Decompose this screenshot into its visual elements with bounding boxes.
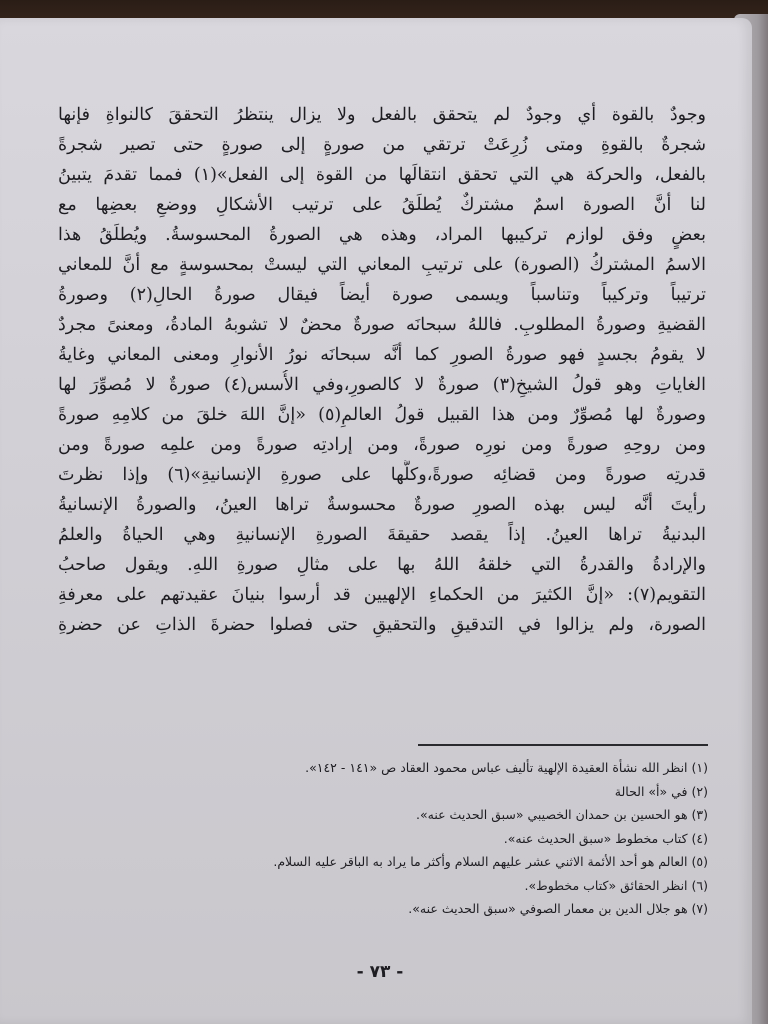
- body-line: ترتيباً وتركيباً وتناسباً ويسمى صورة أيضاً فيقال صورةُ الحالِ(٢) وصورةُ: [58, 285, 706, 305]
- body-line: ومن روحِهِ صورةً ومن نورِه صورةً، ومن إرادتِه صورةً ومن علمِه صورةً ومن: [58, 435, 706, 455]
- footnote-separator: [418, 744, 708, 746]
- page-number: - ٧٣ -: [356, 962, 404, 982]
- footnote: (٢) في «أ» الحالة: [614, 783, 708, 799]
- body-line: التقويم(٧): «إنَّ الكثيرَ من الحكماءِ الإلهيين قد أرسوا بنيانَ عقيدتهم على معرفةِ: [58, 585, 706, 605]
- footnote: (٥) العالم هو أحد الأئمة الاثني عشر عليهم السلام وأكثر ما يراد به الباقر عليه السلام.: [273, 854, 708, 869]
- body-text: [58, 100, 706, 640]
- footnotes: [150, 756, 708, 921]
- footnote: (١) انظر الله نشأة العقيدة الإلهية تأليف عباس محمود العقاد ص «١٤١ - ١٤٢».: [305, 760, 708, 775]
- body-line: الصورة، ولم يزالوا في التدقيقِ والتحقيقِ حتى فصلوا حضرةَ الذاتِ عن حضرةِ: [58, 615, 706, 635]
- body-line: الغاياتِ وهو قولُ الشيخِ(٣) صورةٌ لا كالصورِ،وفي الأُسس(٤) صورةٌ لا مُصوِّرَ لها: [58, 375, 706, 395]
- body-line: بعضٍ وفق لوازم تركيبها المراد، وهذه هي الصورةُ المحسوسةُ. ويُطلَقُ هذا: [58, 225, 706, 245]
- body-line: القضيةِ وصورةُ المطلوبِ. فاللهُ سبحانَه صورةٌ محضٌ لا تشوبهُ المادةُ، ومعنىً مجردٌ: [58, 315, 706, 335]
- body-line: الاسمُ المشتركُ (الصورة) على ترتيبِ المعاني التي ليستْ بمحسوسةٍ مع أنَّ للمعاني: [58, 255, 706, 275]
- footnote: (٧) هو جلال الدين بن معمار الصوفي «سبق الحديث عنه».: [408, 901, 708, 916]
- body-line: قدرتِه صورةً ومن قضائِه صورةً،وكلُّها على صورةِ الإنسانيةِ»(٦) وإذا نظرتَ: [58, 465, 706, 485]
- body-line: وصورةٌ لها مُصوِّرٌ ومن هذا القبيل قولُ العالمِ(٥) «إنَّ اللهَ خلقَ من كلامِهِ صورةً: [58, 405, 706, 425]
- footnote: (٤) كتاب مخطوط «سبق الحديث عنه».: [503, 830, 708, 846]
- body-line: لنا أنَّ الصورة اسمٌ مشتركٌ يُطلَقُ على ترتيب الأشكالِ ووضعِ بعضِها مع: [58, 195, 706, 215]
- body-line: لا يقومُ بجسدٍ فهو صورةُ الصورِ كما أنَّه سبحانَه نورُ الأنوارِ ومعنى المعاني وغايةُ: [58, 345, 706, 365]
- body-line: البدنيةُ تراها العينُ. إذاً يقصد حقيقةَ الصورةِ الإنسانيةِ وهي الحياةُ والعلمُ: [58, 525, 706, 545]
- body-line: بالفعل، والحركة هي التي تحقق انتقالَها من القوة إلى الفعل»(١) فمما تقدمَ يتبينُ: [58, 165, 706, 185]
- body-line: شجرةٌ بالقوةِ ومتى زُرِعَتْ ترتقي من صورةٍ إلى صورةٍ حتى تصير شجرةً: [58, 135, 706, 155]
- footnote: (٦) انظر الحقائق «كتاب مخطوط».: [524, 877, 708, 893]
- body-line: والإرادةُ والقدرةُ التي خلقهُ اللهُ بها على مثالِ صورةِ اللهِ. ويقول صاحبُ: [58, 555, 706, 575]
- body-line: رأيتَ أنَّه ليس بهذه الصورِ صورةٌ محسوسةٌ تراها العينُ، والصورةُ الإنسانيةُ: [58, 495, 706, 515]
- footnote: (٣) هو الحسين بن حمدان الخصيبي «سبق الحديث عنه».: [416, 807, 708, 822]
- body-line: وجودٌ بالقوة أي وجودٌ لم يتحقق بالفعل ولا يزال ينتظرُ التحققَ كالنواةِ فإنها: [58, 105, 706, 125]
